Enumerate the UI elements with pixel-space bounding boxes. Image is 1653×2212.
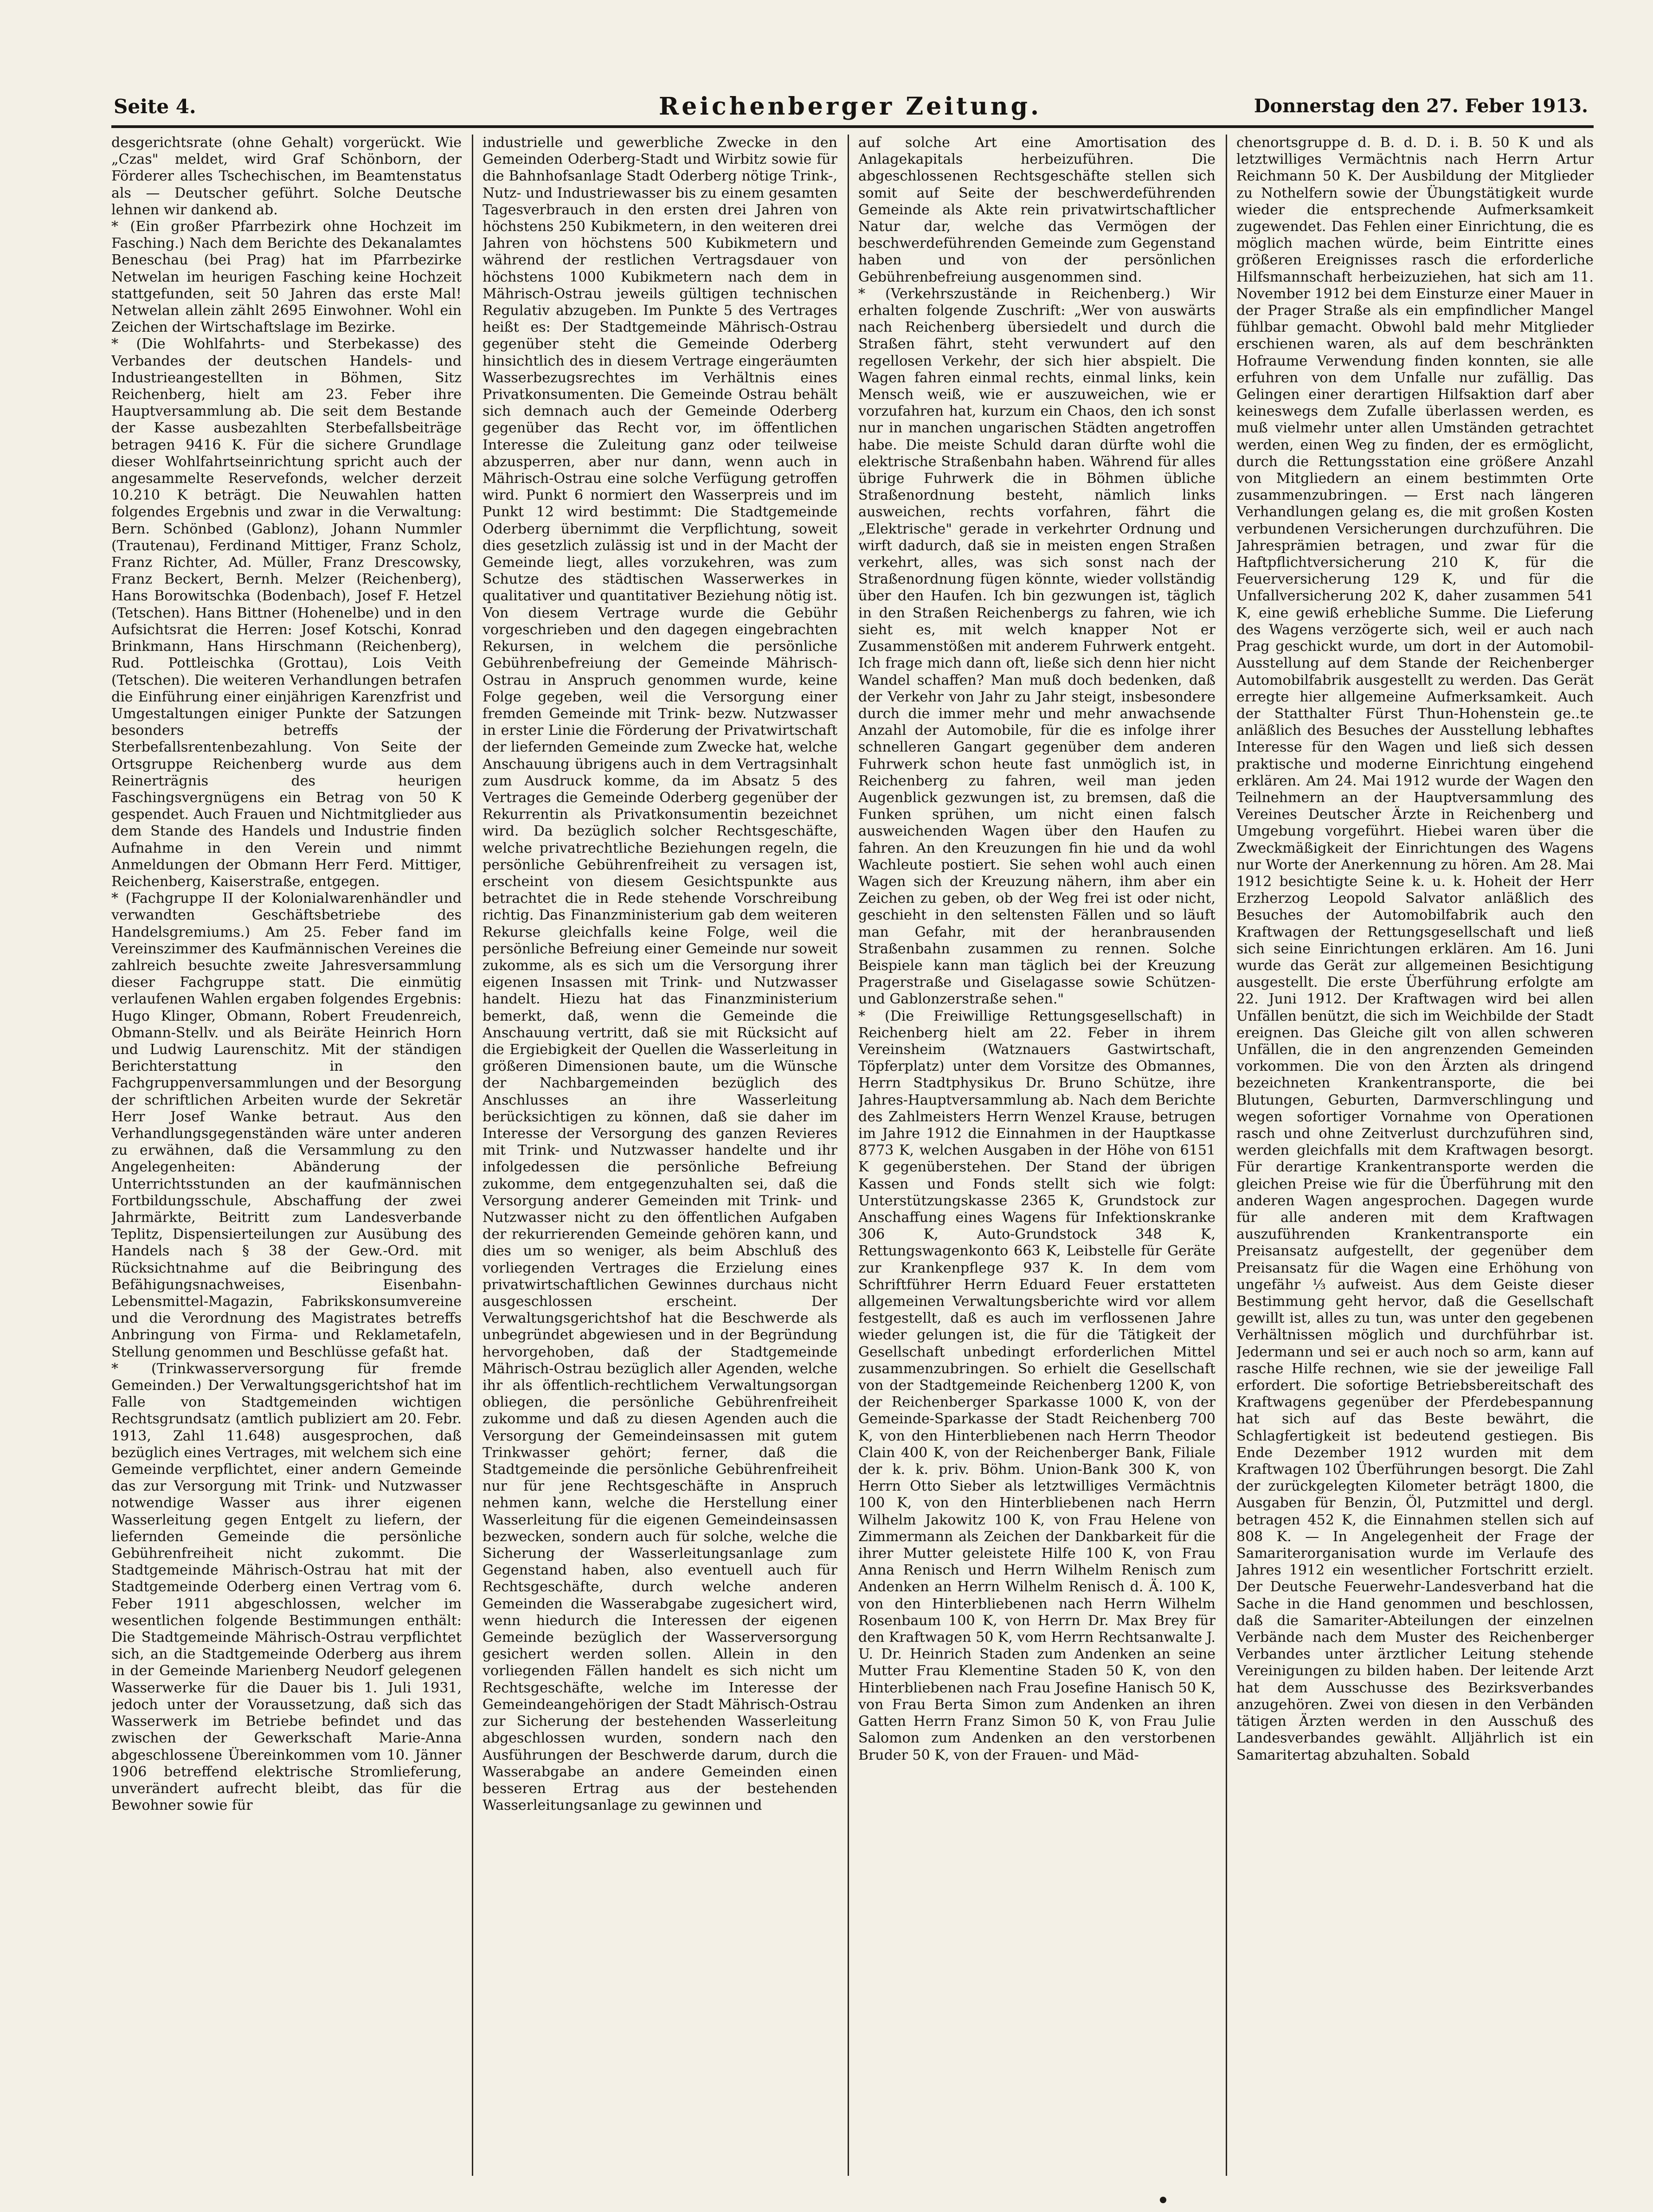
article-paragraph: * (Ein großer Pfarrbezirk ohne Hochzeit im Fasching.) Nach dem Berichte des Dekanalamtes Beneschau (bei Prag) hat im Pfarrbezirke Netwelan im heurigen Fasching keine Hochzeit stattgefunden, seit 50 Jahren das erste Mal! Netwelan allein zählt 2695 Einwohner. Wohl ein Zeichen der Wirtschaftslage im Bezirke.: [111, 219, 462, 336]
column-divider: [472, 135, 473, 2176]
article-paragraph: * (Trinkwasserversorgung für fremde Gemeinden.) Der Verwaltungsgerichtshof hat im Falle von Stadtgemeinden wichtigen Rechtsgrundsatz (amtlich publiziert am 20. Febr. 1913, Zahl 11.648) ausgesprochen, daß bezüglich eines Vertrages, mit welchem sich eine Gemeinde verpflichtet, einer andern Gemeinde das zur Versorgung mit Trink- und Nutzwasser notwendige Wasser aus ihrer eigenen Wasserleitung gegen Entgelt zu liefern, der liefernden Gemeinde die persönliche Gebührenfreiheit nicht zukommt. Die Stadtgemeinde Mährisch-Ostrau hat mit der Stadtgemeinde Oderberg einen Vertrag vom 6. Feber 1911 abgeschlossen, welcher im wesentlichen folgende Bestimmungen enthält: Die Stadtgemeinde Mährisch-Ostrau verpflichtet sich, an die Stadtgemeinde Oderberg aus ihrem in der Gemeinde Marienberg Neudorf gelegenen Wasserwerke für die Dauer bis 1. Juli 1931, jedoch unter der Voraussetzung, daß sich das Wasserwerk im Betriebe befindet und das zwischen der Gewerkschaft Marie-Anna abgeschlossene Übereinkommen vom 10. Jänner 1906 betreffend elektrische Stromlieferung, unverändert aufrecht bleibt, das für die Bewohner sowie für: [111, 1360, 462, 1814]
column-3: [858, 135, 1216, 2176]
article-paragraph: * (Die Wohlfahrts- und Sterbekasse) des Verbandes der deutschen Handels- und Industrieangestellten in Böhmen, Sitz Reichenberg, hielt am 23. Feber ihre Hauptversammlung ab. Die seit dem Bestande der Kasse ausbezahlten Sterbefallsbeiträge betragen 9416 K. Für die sichere Grundlage dieser Wohlfahrtseinrichtung spricht auch der angesammelte Reservefonds, welcher derzeit 10.210 K beträgt. Die Neuwahlen hatten folgendes Ergebnis und zwar in die Verwaltung: Bern. Schönbed (Gablonz), Johann Nummler (Trautenau), Ferdinand Mittiger, Franz Scholz, Franz Richter, Ad. Müller, Franz Drescowsky, Franz Beckert, Bernh. Melzer (Reichenberg), Hans Borowitschka (Bodenbach), Josef F. Hetzel (Tetschen). Hans Bittner (Hohenelbe) und in den Aufsichtsrat die Herren: Josef Kotschi, Konrad Brinkmann, Hans Hirschmann (Reichenberg), Rud. Pottleischka (Grottau), Lois Veith (Tetschen). Die weiteren Verhandlungen betrafen die Einführung einer einjährigen Karenzfrist und Umgestaltungen einiger Punkte der Satzungen besonders betreffs der Sterbefallsrentenbezahlung. Von Seite der Ortsgruppe Reichenberg wurde aus dem Reinerträgnis des heurigen Faschingsvergnügens ein Betrag von 50 K gespendet. Auch Frauen und Nichtmitglieder aus dem Stande des Handels und Industrie finden Aufnahme in den Verein und nimmt Anmeldungen der Obmann Herr Ferd. Mittiger, Reichenberg, Kaiserstraße, entgegen.: [111, 336, 462, 890]
article-paragraph: * (Die Freiwillige Rettungsgesellschaft) in Reichenberg hielt am 22. Feber in ihrem Vereinsheim (Watznauers Gastwirtschaft, Töpferplatz) unter dem Vorsitze des Obmannes, Herrn Stadtphysikus Dr. Bruno Schütze, ihre Jahres-Hauptversammlung ab. Nach dem Berichte des Zahlmeisters Herrn Wenzel Krause, betrugen im Jahre 1912 die Einnahmen in der Hauptkasse 8773 K, welchen Ausgaben in der Höhe von 6151 K gegenüberstehen. Der Stand der übrigen Kassen und Fonds stellt sich wie folgt: Unterstützungskasse 2365 K, Grundstock zur Anschaffung eines Wagens für Infektionskranke 306 K, Auto-Grundstock 348 K, Rettungswagenkonto 663 K, Leibstelle für Geräte zur Krankenpflege 937 K. In dem vom Schriftführer Herrn Eduard Feuer erstatteten allgemeinen Verwaltungsberichte wird vor allem festgestellt, daß es auch im verflossenen Jahre wieder gelungen ist, die für die Tätigkeit der Gesellschaft unbedingt erforderlichen Mittel zusammenzubringen. So erhielt die Gesellschaft von der Stadtgemeinde Reichenberg 1200 K, von der Reichenberger Sparkasse 1000 K, von der Gemeinde-Sparkasse der Stadt Reichenberg 700 K, von den Hinterbliebenen nach Herrn Theodor Clain 400 K, von der Reichenberger Bank, Filiale der k. k. priv. Böhm. Union-Bank 300 K, von Herrn Otto Sieber als letztwilliges Vermächtnis 100 K, von den Hinterbliebenen nach Herrn Wilhelm Jakowitz 100 K, von Frau Helene von Zimmermann als Zeichen der Dankbarkeit für die ihrer Mutter geleistete Hilfe 100 K, von Frau Anna Renisch und Herrn Wilhelm Renisch zum Andenken an Herrn Wilhelm Renisch d. Ä. 100 K, von den Hinterbliebenen nach Herrn Wilhelm Rosenbaum 100 K, von Herrn Dr. Max Brey für den Kraftwagen 50 K, vom Herrn Rechtsanwalte J. U. Dr. Heinrich Staden zum Andenken an seine Mutter Frau Klementine Staden 50 K, von den Hinterbliebenen nach Frau Josefine Hanisch 50 K, von Frau Berta Simon zum Andenken an ihren Gatten Herrn Franz Simon 50 K, von Frau Julie Salomon zum Andenken an den verstorbenen Bruder 50 K, von der Frauen- und Mäd-: [858, 1008, 1216, 1763]
column-4: [1236, 135, 1594, 2176]
article-paragraph: chenortsgruppe d. B. d. D. i. B. 50 K und als letztwilliges Vermächtnis nach Herrn Artur Reichmann 50 K. Der Ausbildung der Mitglieder zu Nothelfern sowie der Übungstätigkeit wurde wieder die entsprechende Aufmerksamkeit zugewendet. Das Fehlen einer Einrichtung, die es möglich machen würde, beim Eintritte eines größeren Ereignisses rasch die erforderliche Hilfsmannschaft herbeizuziehen, hat sich am 11. November 1912 bei dem Einsturze einer Mauer in der Prager Straße als ein empfindlicher Mangel fühlbar gemacht. Obwohl bald mehr Mitglieder erschienen waren, als auf dem beschränkten Hofraume Verwendung finden konnten, sie alle erfuhren von dem Unfalle nur zufällig. Das Gelingen einer derartigen Hilfsaktion darf aber keineswegs dem Zufalle überlassen werden, es muß vielmehr unter allen Umständen getrachtet werden, einen Weg zu finden, der es ermöglicht, durch die Rettungsstation eine größere Anzahl von Mitgliedern an einem bestimmten Orte zusammenzubringen. — Erst nach längeren Verhandlungen gelang es, die mit großen Kosten verbundenen Versicherungen durchzuführen. Die Jahresprämien betragen, und zwar für die Haftpflichtversicherung 210 K, für die Feuerversicherung 129 K, und für die Unfallversicherung 202 K, daher zusammen 541 K, eine gewiß erhebliche Summe. Die Lieferung des Wagens verzögerte sich, weil er auch nach Prag geschickt wurde, um dort in der Automobil-Ausstellung auf dem Stande der Reichenberger Automobilfabrik ausgestellt zu werden. Das Gerät erregte hier allgemeine Aufmerksamkeit. Auch der Statthalter Fürst Thun-Hohenstein ge..te anläßlich des Besuches der Ausstellung lebhaftes Interesse für den Wagen und ließ sich dessen praktische und moderne Einrichtung eingehend erklären. Am 24. Mai 1912 wurde der Wagen den Teilnehmern an der Hauptversammlung des Vereines Deutscher Ärzte in Reichenberg und Umgebung vorgeführt. Hiebei waren über die Zweckmäßigkeit der Einrichtungen des Wagens nur Worte der Anerkennung zu hören. Am 28. Mai 1912 besichtigte Seine k. u. k. Hoheit der Herr Erzherzog Leopold Salvator anläßlich des Besuches der Automobilfabrik auch den Kraftwagen der Rettungsgesellschaft und ließ sich seine Einrichtungen erklären. Am 16. Juni wurde das Gerät zur allgemeinen Besichtigung ausgestellt. Die erste Überführung erfolgte am 22. Juni 1912. Der Kraftwagen wird bei allen Unfällen benützt, die sich im Weichbilde der Stadt ereignen. Das Gleiche gilt von allen schweren Unfällen, die in den angrenzenden Gemeinden vorkommen. Die von den Ärzten als dringend bezeichneten Krankentransporte, die bei Blutungen, Geburten, Darmverschlingung und wegen sofortiger Vornahme von Operationen rasch und ohne Zeitverlust durchzuführen sind, werden gleichfalls mit dem Kraftwagen besorgt. Für derartige Krankentransporte werden die gleichen Preise wie für die Überführung mit den anderen Wagen angesprochen. Dagegen wurde für alle anderen mit dem Kraftwagen auszuführenden Krankentransporte ein Preisansatz aufgestellt, der gegenüber dem Preisansatz für die Wagen eine Erhöhung von ungefähr ⅓ aufweist. Aus dem Geiste dieser Bestimmung geht hervor, daß die Gesellschaft gewillt ist, alles zu tun, was unter den gegebenen Verhältnissen möglich und durchführbar ist. Jedermann und sei er auch noch so arm, kann auf rasche Hilfe rechnen, wie sie der jeweilige Fall erfordert. Die sofortige Betriebsbereitschaft des Kraftwagens gegenüber der Pferdebespannung hat sich auf das Beste bewährt, die Schlagfertigkeit ist bedeutend gestiegen. Bis Ende Dezember 1912 wurden mit dem Kraftwagen 102 Überführungen besorgt. Die Zahl der zurückgelegten Kilometer beträgt 1800, die Ausgaben für Benzin, Öl, Putzmittel und dergl. betragen 452 K, die Einnahmen stellen sich auf 808 K. — In Angelegenheit der Frage der Samariterorganisation wurde im Verlaufe des Jahres 1912 ein wesentlicher Fortschritt erzielt. Der Deutsche Feuerwehr-Landesverband hat die Sache in die Hand genommen und beschlossen, daß die Samariter-Abteilungen der einzelnen Verbände nach dem Muster des Reichenberger Verbandes unter ärztlicher Leitung stehende Vereinigungen zu bilden haben. Der leitende Arzt hat dem Ausschusse des Bezirksverbandes anzugehören. Zwei von diesen in den Verbänden tätigen Ärzten werden in den Ausschuß des Landesverbandes gewählt. Alljährlich ist ein Samaritertag abzuhalten. Sobald: [1236, 135, 1594, 1763]
article-paragraph: desgerichtsrate (ohne Gehalt) vorgerückt. Wie „Czas" meldet, wird Graf Schönborn, der Förderer alles Tschechischen, im Beamtenstatus als — Deutscher geführt. Solche Deutsche lehnen wir dankend ab.: [111, 135, 462, 218]
article-paragraph: auf solche Art eine Amortisation des Anlagekapitals herbeizuführen. Die abgeschlossenen Rechtsgeschäfte stellen sich somit auf Seite der beschwerdeführenden Gemeinde als Akte rein privatwirtschaftlicher Natur dar, welche das Vermögen der beschwerdeführenden Gemeinde zum Gegenstand haben und von der persönlichen Gebührenbefreiung ausgenommen sind.: [858, 135, 1216, 285]
issue-date: Donnerstag den 27. Feber 1913.: [1254, 95, 1588, 117]
column-divider: [848, 135, 849, 2176]
column-divider: [1226, 135, 1227, 2176]
column-2: [482, 135, 837, 2176]
article-paragraph: industrielle und gewerbliche Zwecke in den Gemeinden Oderberg-Stadt und Wirbitz sowie für die Bahnhofsanlage Stadt Oderberg nötige Trink-, Nutz- und Industriewasser bis zu einem gesamten Tagesverbrauch in den ersten drei Jahren von höchstens 250 Kubikmetern, in den weiteren drei Jahren von höchstens 500 Kubikmetern und während der restlichen Vertragsdauer von höchstens 1000 Kubikmetern nach dem in Mährisch-Ostrau jeweils gültigen technischen Regulativ abzugeben. Im Punkte 5 des Vertrages heißt es: Der Stadtgemeinde Mährisch-Ostrau gegenüber steht die Gemeinde Oderberg hinsichtlich des in diesem Vertrage eingeräumten Wasserbezugsrechtes im Verhältnis eines Privatkonsumenten. Die Gemeinde Ostrau behält sich demnach auch der Gemeinde Oderberg gegenüber das Recht vor, im öffentlichen Interesse die Zuleitung ganz oder teilweise abzusperren, aber nur dann, wenn auch in Mährisch-Ostrau eine solche Verfügung getroffen wird. Punkt 6 normiert den Wasserpreis und im Punkt 12 wird bestimmt: Die Stadtgemeinde Oderberg übernimmt die Verpflichtung, soweit dies gesetzlich zulässig ist und in der Macht der Gemeinde liegt, alles vorzukehren, was zum Schutze des städtischen Wasserwerkes in qualitativer und quantitativer Beziehung nötig ist. Von diesem Vertrage wurde die Gebühr vorgeschrieben und den dagegen eingebrachten Rekursen, in welchem die persönliche Gebührenbefreiung der Gemeinde Mährisch-Ostrau in Anspruch genommen wurde, keine Folge gegeben, weil die Versorgung einer fremden Gemeinde mit Trink- bezw. Nutzwasser in erster Linie die Förderung der Privatwirtschaft der liefernden Gemeinde zum Zwecke hat, welche Anschauung übrigens auch in dem Vertragsinhalt zum Ausdruck komme, da im Absatz 5 des Vertrages die Gemeinde Oderberg gegenüber der Rekurrentin als Privatkonsumentin bezeichnet wird. Da bezüglich solcher Rechtsgeschäfte, welche privatrechtliche Beziehungen regeln, die persönliche Gebührenfreiheit zu versagen ist, erscheint von diesem Gesichtspunkte aus betrachtet die in Rede stehende Vorschreibung richtig. Das Finanzministerium gab dem weiteren Rekurse gleichfalls keine Folge, weil die persönliche Befreiung einer Gemeinde nur soweit zukomme, als es sich um die Versorgung ihrer eigenen Insassen mit Trink- und Nutzwasser handelt. Hiezu hat das Finanzministerium bemerkt, daß, wenn die Gemeinde die Anschauung vertritt, daß sie mit Rücksicht auf die Ergiebigkeit der Quellen die Wasserleitung in größeren Dimensionen baute, um die Wünsche der Nachbargemeinden bezüglich des Anschlusses an ihre Wasserleitung berücksichtigen zu können, daß sie daher im Interesse der Versorgung des ganzen Revieres mit Trink- und Nutzwasser handelte und ihr infolgedessen die persönliche Befreiung zukomme, dem entgegenzuhalten sei, daß die Versorgung anderer Gemeinden mit Trink- und Nutzwasser nicht zu den öffentlichen Aufgaben der rekurrierenden Gemeinde gehören kann, und dies um so weniger, als beim Abschluß des vorliegenden Vertrages die Erzielung eines privatwirtschaftlichen Gewinnes durchaus nicht ausgeschlossen erscheint. Der Verwaltungsgerichtshof hat die Beschwerde als unbegründet abgewiesen und in der Begründung hervorgehoben, daß der Stadtgemeinde Mährisch-Ostrau bezüglich aller Agenden, welche ihr als öffentlich-rechtlichem Verwaltungsorgan obliegen, die persönliche Gebührenfreiheit zukomme und daß zu diesen Agenden auch die Versorgung der Gemeindeinsassen mit gutem Trinkwasser gehört; ferner, daß die Stadtgemeinde die persönliche Gebührenfreiheit nur für jene Rechtsgeschäfte in Anspruch nehmen kann, welche die Herstellung einer Wasserleitung für die eigenen Gemeindeinsassen bezwecken, sondern auch für solche, welche die Sicherung der Wasserleitungsanlage zum Gegenstand haben, also eventuell auch für Rechtsgeschäfte, durch welche anderen Gemeinden die Wasserabgabe zugesichert wird, wenn hiedurch die Interessen der eigenen Gemeinde bezüglich der Wasserversorgung gesichert werden sollen. Allein in den vorliegenden Fällen handelt es sich nicht um Rechtsgeschäfte, welche im Interesse der Gemeindeangehörigen der Stadt Mährisch-Ostrau zur Sicherung der bestehenden Wasserleitung abgeschlossen wurden, sondern nach den Ausführungen der Beschwerde darum, durch die Wasserabgabe an andere Gemeinden einen besseren Ertrag aus der bestehenden Wasserleitungsanlage zu gewinnen und: [482, 135, 837, 1814]
article-columns: [111, 135, 1594, 2176]
newspaper-masthead: Reichenberger Zeitung.: [659, 92, 1042, 121]
page-number: Seite 4.: [114, 95, 196, 118]
article-paragraph: * (Verkehrszustände in Reichenberg.) Wir erhalten folgende Zuschrift: „Wer von auswärts nach Reichenberg übersiedelt und durch die Straßen fährt, steht verwundert auf den regellosen Verkehr, der sich hier abspielt. Die Wagen fahren einmal rechts, einmal links, kein Mensch weiß, wie er auszuweichen, wie er vorzufahren hat, kurzum ein Chaos, den ich sonst nur in manchen ungarischen Städten angetroffen habe. Die meiste Schuld daran dürfte wohl die elektrische Straßenbahn haben. Während für alles übrige Fuhrwerk die in Böhmen übliche Straßenordnung besteht, nämlich links ausweichen, rechts vorfahren, fährt die „Elektrische" gerade in verkehrter Ordnung und wirft dadurch, daß sie in meisten engen Straßen verkehrt, alles, was sich sonst nach der Straßenordnung fügen könnte, wieder vollständig über den Haufen. Ich bin gezwungen ist, täglich in den Straßen Reichenbergs zu fahren, wie ich sieht es, mit welch knapper Not er Zusammenstößen mit anderem Fuhrwerk entgeht. Ich frage mich dann oft, ließe sich denn hier nicht Wandel schaffen? Man muß doch bedenken, daß der Verkehr von Jahr zu Jahr steigt, insbesondere durch die immer mehr und mehr anwachsende Anzahl der Automobile, für die es infolge ihrer schnelleren Gangart gegenüber dem anderen Fuhrwerk schon heute fast unmöglich ist, in Reichenberg zu fahren, weil man jeden Augenblick gezwungen ist, zu bremsen, daß die Funken sprühen, um nicht einen falsch ausweichenden Wagen über den Haufen zu fahren. An den Kreuzungen fin hie und da wohl Wachleute postiert. Sie sehen wohl auch einen Wagen sich der Kreuzung nähern, ihm aber ein Zeichen zu geben, ob der Weg frei ist oder nicht, geschieht in den seltensten Fällen und so läuft man Gefahr, mit der heranbrausenden Straßenbahn zusammen zu rennen. Solche Beispiele kann man täglich bei der Kreuzung Pragerstraße und Giselagasse sowie Schützen- und Gablonzerstraße sehen.": [858, 285, 1216, 1008]
footer-dot: [1160, 2197, 1166, 2203]
article-paragraph: * (Fachgruppe II der Kolonialwarenhändler und verwandten Geschäftsbetriebe des Handelsgremiums.) Am 25. Feber fand im Vereinszimmer des Kaufmännischen Vereines die zahlreich besuchte zweite Jahresversammlung dieser Fachgruppe statt. Die einmütig verlaufenen Wahlen ergaben folgendes Ergebnis: Hugo Klinger, Obmann, Robert Freudenreich, Obmann-Stellv. und als Beiräte Heinrich Horn und Ludwig Laurenschitz. Mit der ständigen Berichterstattung in den Fachgruppenversammlungen und der Besorgung der schriftlichen Arbeiten wurde der Sekretär Herr Josef Wanke betraut. Aus den Verhandlungsgegenständen wäre unter anderen zu erwähnen, daß die Versammlung zu den Angelegenheiten: Abänderung der Unterrichtsstunden an der kaufmännischen Fortbildungsschule, Abschaffung der zwei Jahrmärkte, Beitritt zum Landesverbande Teplitz, Dispensierteilungen zur Ausübung des Handels nach § 38 der Gew.-Ord. mit Rücksichtnahme auf die Beibringung des Befähigungsnachweises, Eisenbahn-Lebensmittel-Magazin, Fabrikskonsumvereine und die Verordnung des Magistrates betreffs Anbringung von Firma- und Reklametafeln, Stellung genommen und Beschlüsse gefaßt hat.: [111, 890, 462, 1360]
header-rule: [111, 125, 1594, 128]
column-1: [111, 135, 462, 2176]
